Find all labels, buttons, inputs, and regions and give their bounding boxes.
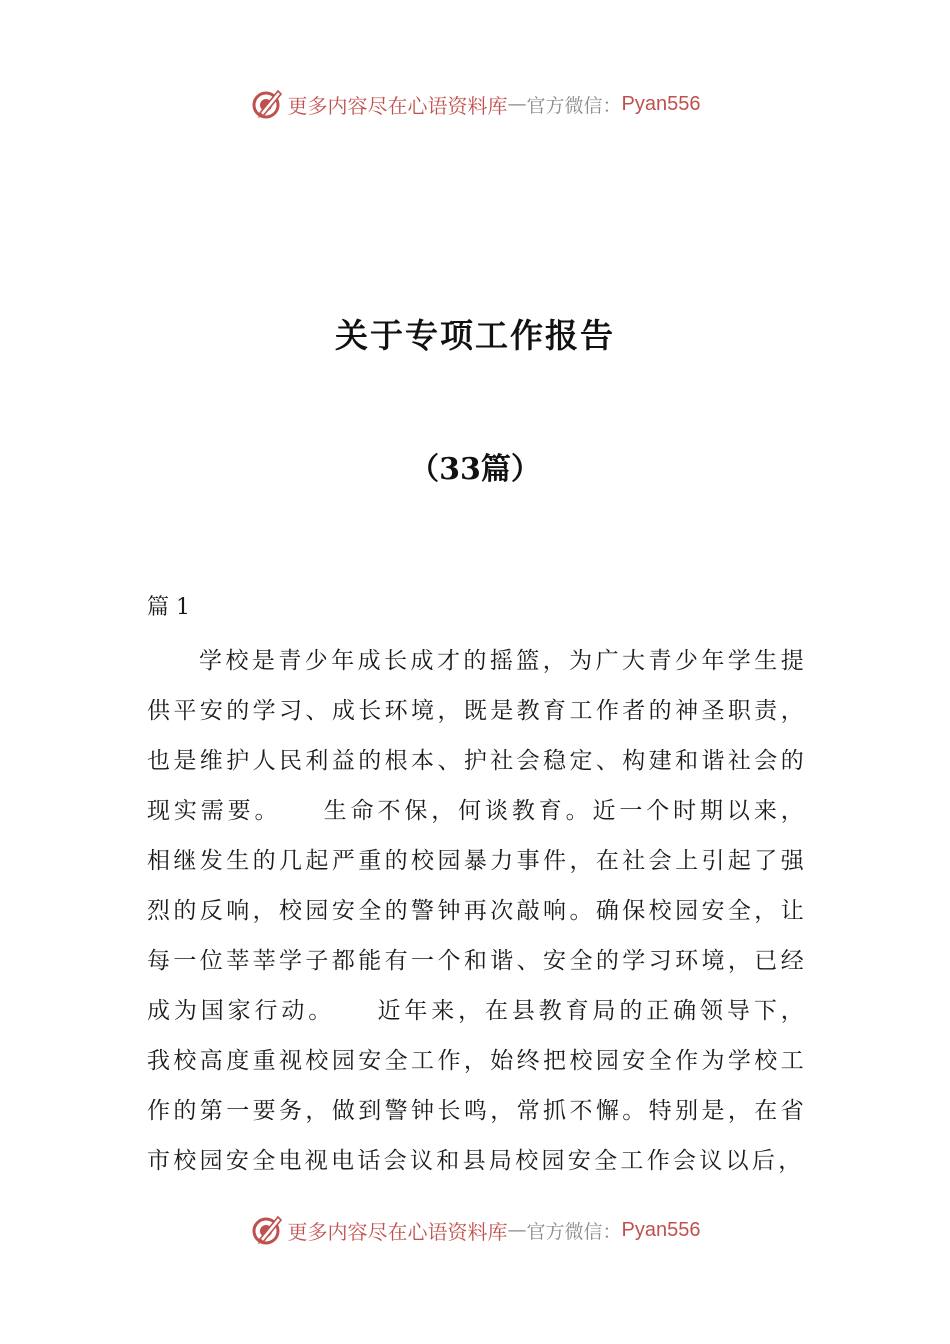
body-paragraph: 学校是青少年成长成才的摇篮，为广大青少年学生提供平安的学习、成长环境，既是教育工作者的神圣职责，也是维护人民利益的根本、护社会稳定、构建和谐社会的现实需要。 生命不保，何谈教育。近一个时期以来，相继发生的几起严重的校园暴力事件，在社会上引起了强烈的反响，校园安全的警钟再次敲响。确保校园安全，让每一位莘莘学子都能有一个和谐、安全的学习环境，已经成为国家行动。 近年来，在县教育局的正确领导下，我校高度重视校园安全工作，始终把校园安全作为学校工作的第一要务，做到警钟长鸣，常抓不懈。特别是，在省市校园安全电视电话会议和县局校园安全工作会议以后， xyxy=(147,648,807,1174)
wechat-label: 官方微信： xyxy=(526,94,622,117)
header-banner xyxy=(0,84,950,124)
separator: — xyxy=(507,1219,527,1241)
footer-banner xyxy=(0,1210,950,1250)
wechat-id: Pyan556 xyxy=(621,1218,701,1241)
document-count: （33篇） xyxy=(409,452,541,487)
pen-circle-logo-icon xyxy=(250,1213,284,1247)
brand-text: 更多内容尽在心语资料库 xyxy=(287,93,508,118)
pen-circle-logo-icon xyxy=(250,87,284,121)
section-label: 篇 1 xyxy=(147,595,190,620)
separator: — xyxy=(507,93,527,115)
wechat-label: 官方微信： xyxy=(526,1220,622,1243)
wechat-id: Pyan556 xyxy=(621,92,701,115)
document-title: 关于专项工作报告 xyxy=(335,316,615,355)
brand-text: 更多内容尽在心语资料库 xyxy=(287,1219,508,1244)
